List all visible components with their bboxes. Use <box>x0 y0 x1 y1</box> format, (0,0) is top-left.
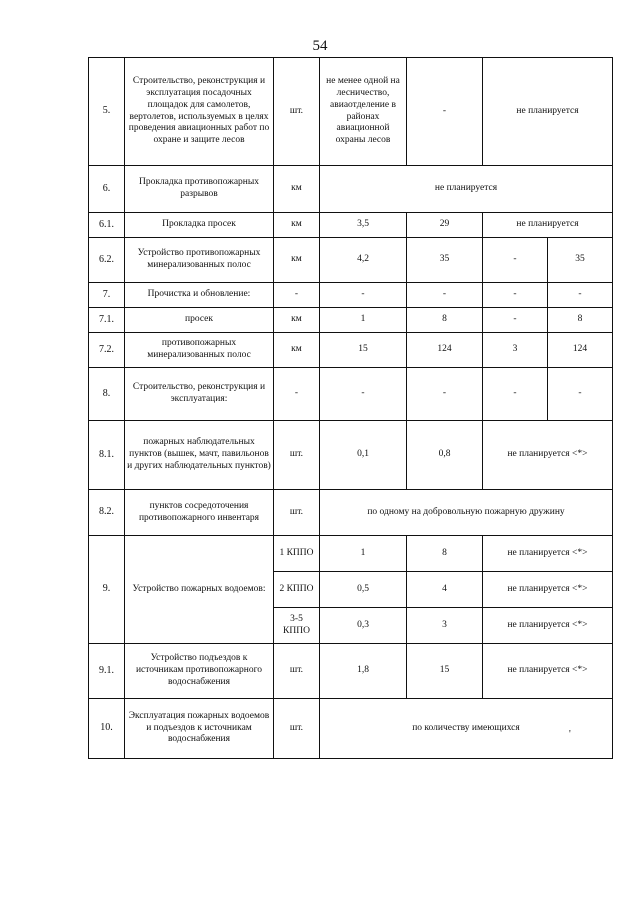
value-cell: - <box>483 283 548 308</box>
value-cell: не планируется <box>483 58 613 166</box>
value-cell: не планируется <box>483 213 613 238</box>
value-cell: не планируется <*> <box>483 608 613 644</box>
value-cell: - <box>320 368 407 421</box>
value-cell: - <box>483 368 548 421</box>
unit-cell: 2 КППО <box>274 572 320 608</box>
value-cell: 4 <box>407 572 483 608</box>
measure-name: пожарных наблюдательных пунктов (вышек, мачт, павильонов и других наблюдательных пунктов) <box>125 421 274 490</box>
unit-cell: - <box>274 368 320 421</box>
value-cell: 0,5 <box>320 572 407 608</box>
unit-cell: шт. <box>274 699 320 759</box>
row-number: 7.1. <box>89 308 125 333</box>
row-number: 8. <box>89 368 125 421</box>
table-row <box>89 166 613 213</box>
merged-value-cell: по количеству имеющихся <box>320 699 613 759</box>
table-row <box>89 536 613 572</box>
value-cell: 1,8 <box>320 644 407 699</box>
measure-name: Устройство противопожарных минерализованных полос <box>125 238 274 283</box>
value-cell: 124 <box>407 333 483 368</box>
unit-cell: - <box>274 283 320 308</box>
value-cell: 4,2 <box>320 238 407 283</box>
table-row <box>89 213 613 238</box>
unit-cell: км <box>274 333 320 368</box>
value-cell: 15 <box>320 333 407 368</box>
value-cell: 0,8 <box>407 421 483 490</box>
value-cell: 124 <box>548 333 613 368</box>
unit-cell: км <box>274 238 320 283</box>
measure-name: пунктов сосредоточения противопожарного инвентаря <box>125 490 274 536</box>
unit-cell: шт. <box>274 58 320 166</box>
value-cell: - <box>483 238 548 283</box>
value-cell: 15 <box>407 644 483 699</box>
measure-name: Устройство подъездов к источникам противопожарного водоснабжения <box>125 644 274 699</box>
value-cell: 8 <box>407 536 483 572</box>
value-cell: 1 <box>320 536 407 572</box>
measure-name: Строительство, реконструкция и эксплуатация посадочных площадок для самолетов, вертолетов, используемых в целях проведения авиационных работ по охране и защите лесов <box>125 58 274 166</box>
row-number: 8.2. <box>89 490 125 536</box>
table-row <box>89 490 613 536</box>
row-number: 9.1. <box>89 644 125 699</box>
measure-name: Прокладка просек <box>125 213 274 238</box>
row-number: 8.1. <box>89 421 125 490</box>
row-number: 6.1. <box>89 213 125 238</box>
table-row <box>89 238 613 283</box>
value-cell: 3 <box>407 608 483 644</box>
table-row <box>89 58 613 166</box>
merged-value-cell: не планируется <box>320 166 613 213</box>
row-number: 7. <box>89 283 125 308</box>
table-row <box>89 699 613 759</box>
value-cell: - <box>320 283 407 308</box>
table-row <box>89 368 613 421</box>
value-cell: не планируется <*> <box>483 572 613 608</box>
value-cell: 3,5 <box>320 213 407 238</box>
value-cell: - <box>548 368 613 421</box>
measure-name: просек <box>125 308 274 333</box>
unit-cell: 3-5 КППО <box>274 608 320 644</box>
unit-cell: шт. <box>274 644 320 699</box>
row-number: 6. <box>89 166 125 213</box>
value-cell: - <box>548 283 613 308</box>
table-row <box>89 333 613 368</box>
value-cell: не планируется <*> <box>483 421 613 490</box>
value-cell: не менее одной на лесничество, авиаотделение в районах авиационной охраны лесов <box>320 58 407 166</box>
stray-mark: ' <box>569 729 571 740</box>
value-cell: - <box>407 368 483 421</box>
table-row <box>89 421 613 490</box>
row-number: 5. <box>89 58 125 166</box>
unit-cell: шт. <box>274 421 320 490</box>
table-row <box>89 283 613 308</box>
value-cell: 29 <box>407 213 483 238</box>
row-number: 9. <box>89 536 125 644</box>
unit-cell: км <box>274 308 320 333</box>
measure-name: противопожарных минерализованных полос <box>125 333 274 368</box>
value-cell: - <box>407 283 483 308</box>
table-row <box>89 308 613 333</box>
measure-name: Устройство пожарных водоемов: <box>125 536 274 644</box>
value-cell: 0,1 <box>320 421 407 490</box>
value-cell: - <box>407 58 483 166</box>
value-cell: 35 <box>548 238 613 283</box>
measure-name: Прочистка и обновление: <box>125 283 274 308</box>
measure-name: Строительство, реконструкция и эксплуатация: <box>125 368 274 421</box>
value-cell: 3 <box>483 333 548 368</box>
value-cell: 0,3 <box>320 608 407 644</box>
value-cell: 8 <box>407 308 483 333</box>
value-cell: 8 <box>548 308 613 333</box>
unit-cell: км <box>274 166 320 213</box>
page-number: 54 <box>312 38 328 54</box>
value-cell: не планируется <*> <box>483 536 613 572</box>
merged-value-cell: по одному на добровольную пожарную дружину <box>320 490 613 536</box>
row-number: 7.2. <box>89 333 125 368</box>
row-number: 10. <box>89 699 125 759</box>
value-cell: 1 <box>320 308 407 333</box>
forest-fire-measures-table <box>88 57 613 759</box>
measure-name: Прокладка противопожарных разрывов <box>125 166 274 213</box>
unit-cell: шт. <box>274 490 320 536</box>
table-row <box>89 644 613 699</box>
row-number: 6.2. <box>89 238 125 283</box>
value-cell: - <box>483 308 548 333</box>
value-cell: не планируется <*> <box>483 644 613 699</box>
unit-cell: км <box>274 213 320 238</box>
unit-cell: 1 КППО <box>274 536 320 572</box>
value-cell: 35 <box>407 238 483 283</box>
measure-name: Эксплуатация пожарных водоемов и подъездов к источникам водоснабжения <box>125 699 274 759</box>
